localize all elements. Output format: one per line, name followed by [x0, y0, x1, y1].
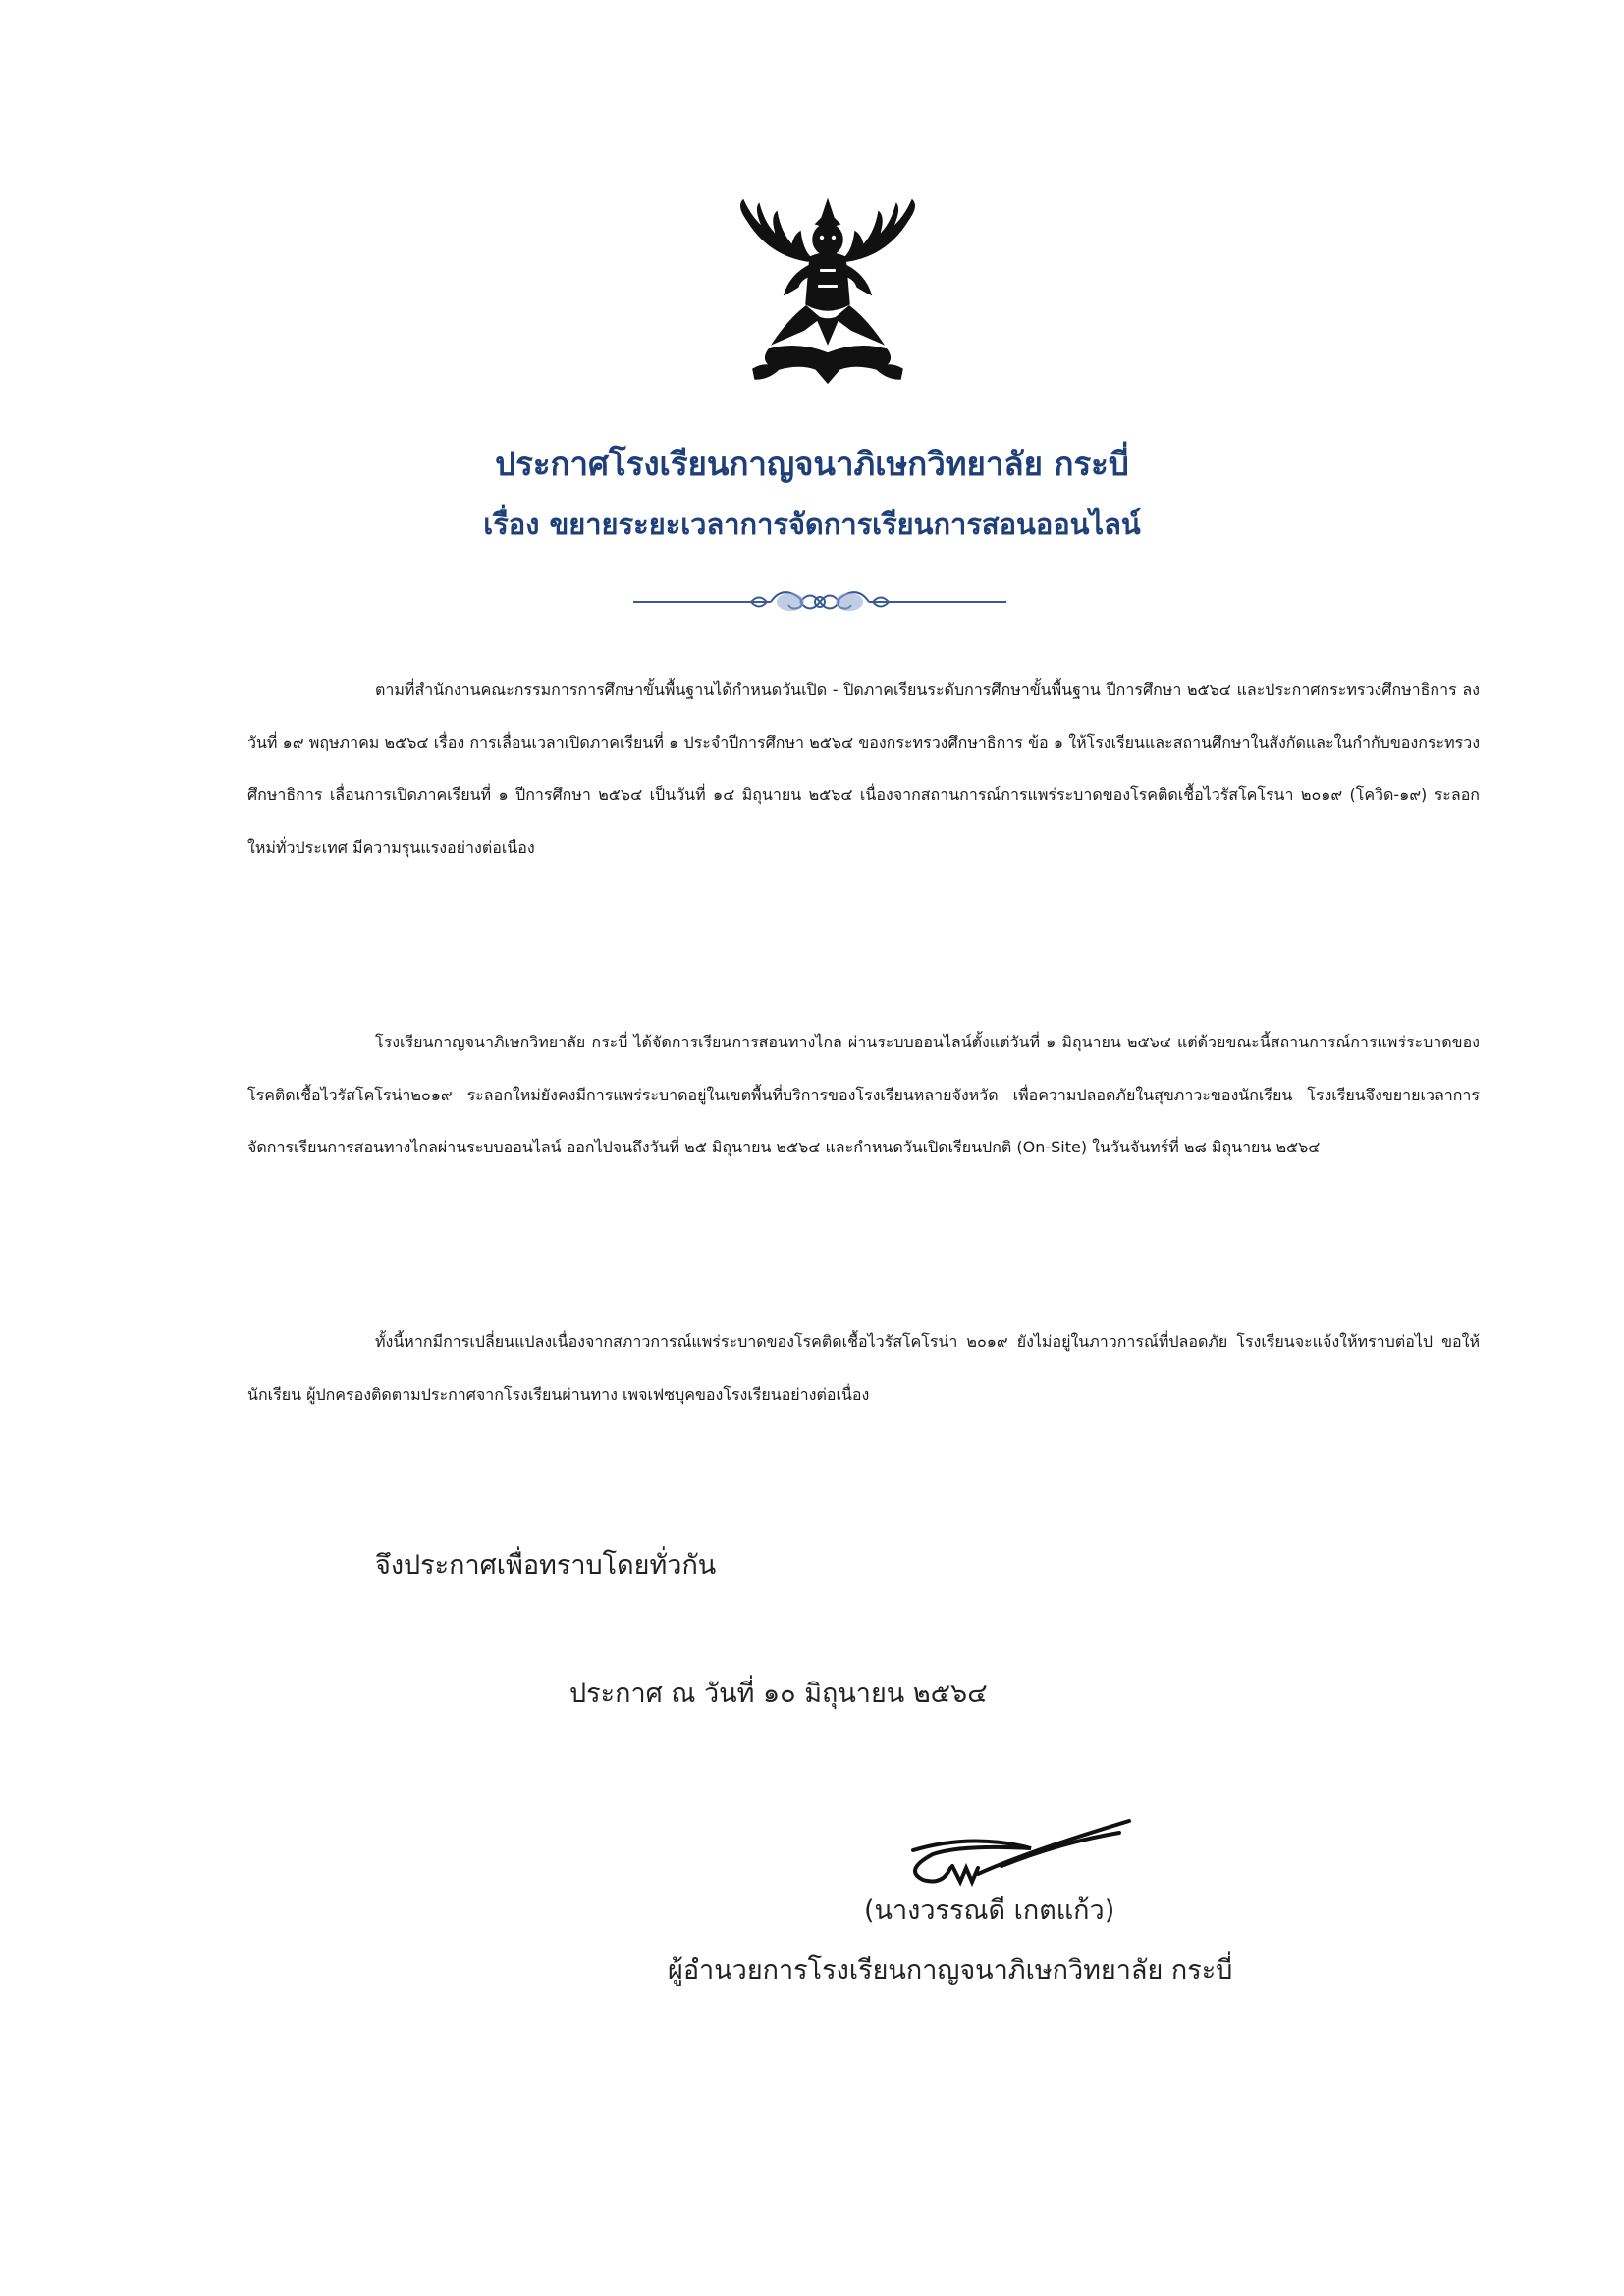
announcement-paragraph: โรงเรียนกาญจนาภิเษกวิทยาลัย กระบี่ ได้จัดการเรียนการสอนทางไกล ผ่านระบบออนไลน์ตั้งแต่วันที่ ๑ มิถุนายน ๒๕๖๔ แต่ด้วยขณะนี้สถานการณ์การแพร่ระบาดของโรคติดเชื้อไวรัสโคโรน่า๒๐๑๙ ระลอกใหม่ยังคงมีการแพร่ระบาดอยู่ในเขตพื้นที่บริการของโรงเรียนหลายจังหวัด เพื่อความปลอดภัยในสุขภาวะของนักเรียน โรงเรียนจึงขยายเวลาการจัดการเรียนการสอนทางไกลผ่านระบบออนไลน์ ออกไปจนถึงวันที่ ๒๕ มิถุนายน ๒๕๖๔ และกำหนดวันเปิดเรียนปกติ (On-Site) ในวันจันทร์ที่ ๒๘ มิถุนายน ๒๕๖๔: [247, 1033, 1480, 1156]
garuda-emblem-icon: [730, 196, 926, 388]
signer-name: (นางวรรณดี เกตแก้ว): [864, 1896, 1115, 1926]
announcement-date: ประกาศ ณ วันที่ ๑๐ มิถุนายน ๒๕๖๔: [569, 1679, 988, 1709]
announcement-subject: เรื่อง ขยายระยะเวลาการจัดการเรียนการสอนออนไลน์: [483, 507, 1141, 541]
announcement-paragraph: ตามที่สำนักงานคณะกรรมการการศึกษาขั้นพื้นฐานได้กำหนดวันเปิด - ปิดภาคเรียนระดับการศึกษาขั้นพื้นฐาน ปีการศึกษา ๒๕๖๔ และประกาศกระทรวงศึกษาธิการ ลงวันที่ ๑๙ พฤษภาคม ๒๕๖๔ เรื่อง การเลื่อนเวลาเปิดภาคเรียนที่ ๑ ประจำปีการศึกษา ๒๕๖๔ ของกระทรวงศึกษาธิการ ข้อ ๑ ให้โรงเรียนและสถานศึกษาในสังกัดและในกำกับของกระทรวงศึกษาธิการ เลื่อนการเปิดภาคเรียนที่ ๑ ปีการศึกษา ๒๕๖๔ เป็นวันที่ ๑๔ มิถุนายน ๒๕๖๔ เนื่องจากสถานการณ์การแพร่ระบาดของโรคติดเชื้อไวรัสโคโรนา ๒๐๑๙ (โควิด-๑๙) ระลอกใหม่ทั่วประเทศ มีความรุนแรงอย่างต่อเนื่อง: [247, 680, 1480, 857]
announcement-paragraph: ทั้งนี้หากมีการเปลี่ยนแปลงเนื่องจากสภาวการณ์แพร่ระบาดของโรคติดเชื้อไวรัสโคโรน่า ๒๐๑๙ ยังไม่อยู่ในภาวการณ์ที่ปลอดภัย โรงเรียนจะแจ้งให้ทราบต่อไป ขอให้นักเรียน ผู้ปกครองติดตามประกาศจากโรงเรียนผ่านทาง เพจเฟซบุคของโรงเรียนอย่างต่อเนื่อง: [247, 1332, 1480, 1404]
decorative-divider-icon: [633, 579, 1006, 624]
announcement-title: ประกาศโรงเรียนกาญจนาภิเษกวิทยาลัย กระบี่: [495, 445, 1129, 483]
handwritten-signature-icon: [884, 1811, 1139, 1899]
signer-position: ผู้อำนวยการโรงเรียนกาญจนาภิเษกวิทยาลัย กระบี่: [668, 1955, 1233, 1986]
closing-statement: จึงประกาศเพื่อทราบโดยทั่วกัน: [375, 1550, 717, 1580]
